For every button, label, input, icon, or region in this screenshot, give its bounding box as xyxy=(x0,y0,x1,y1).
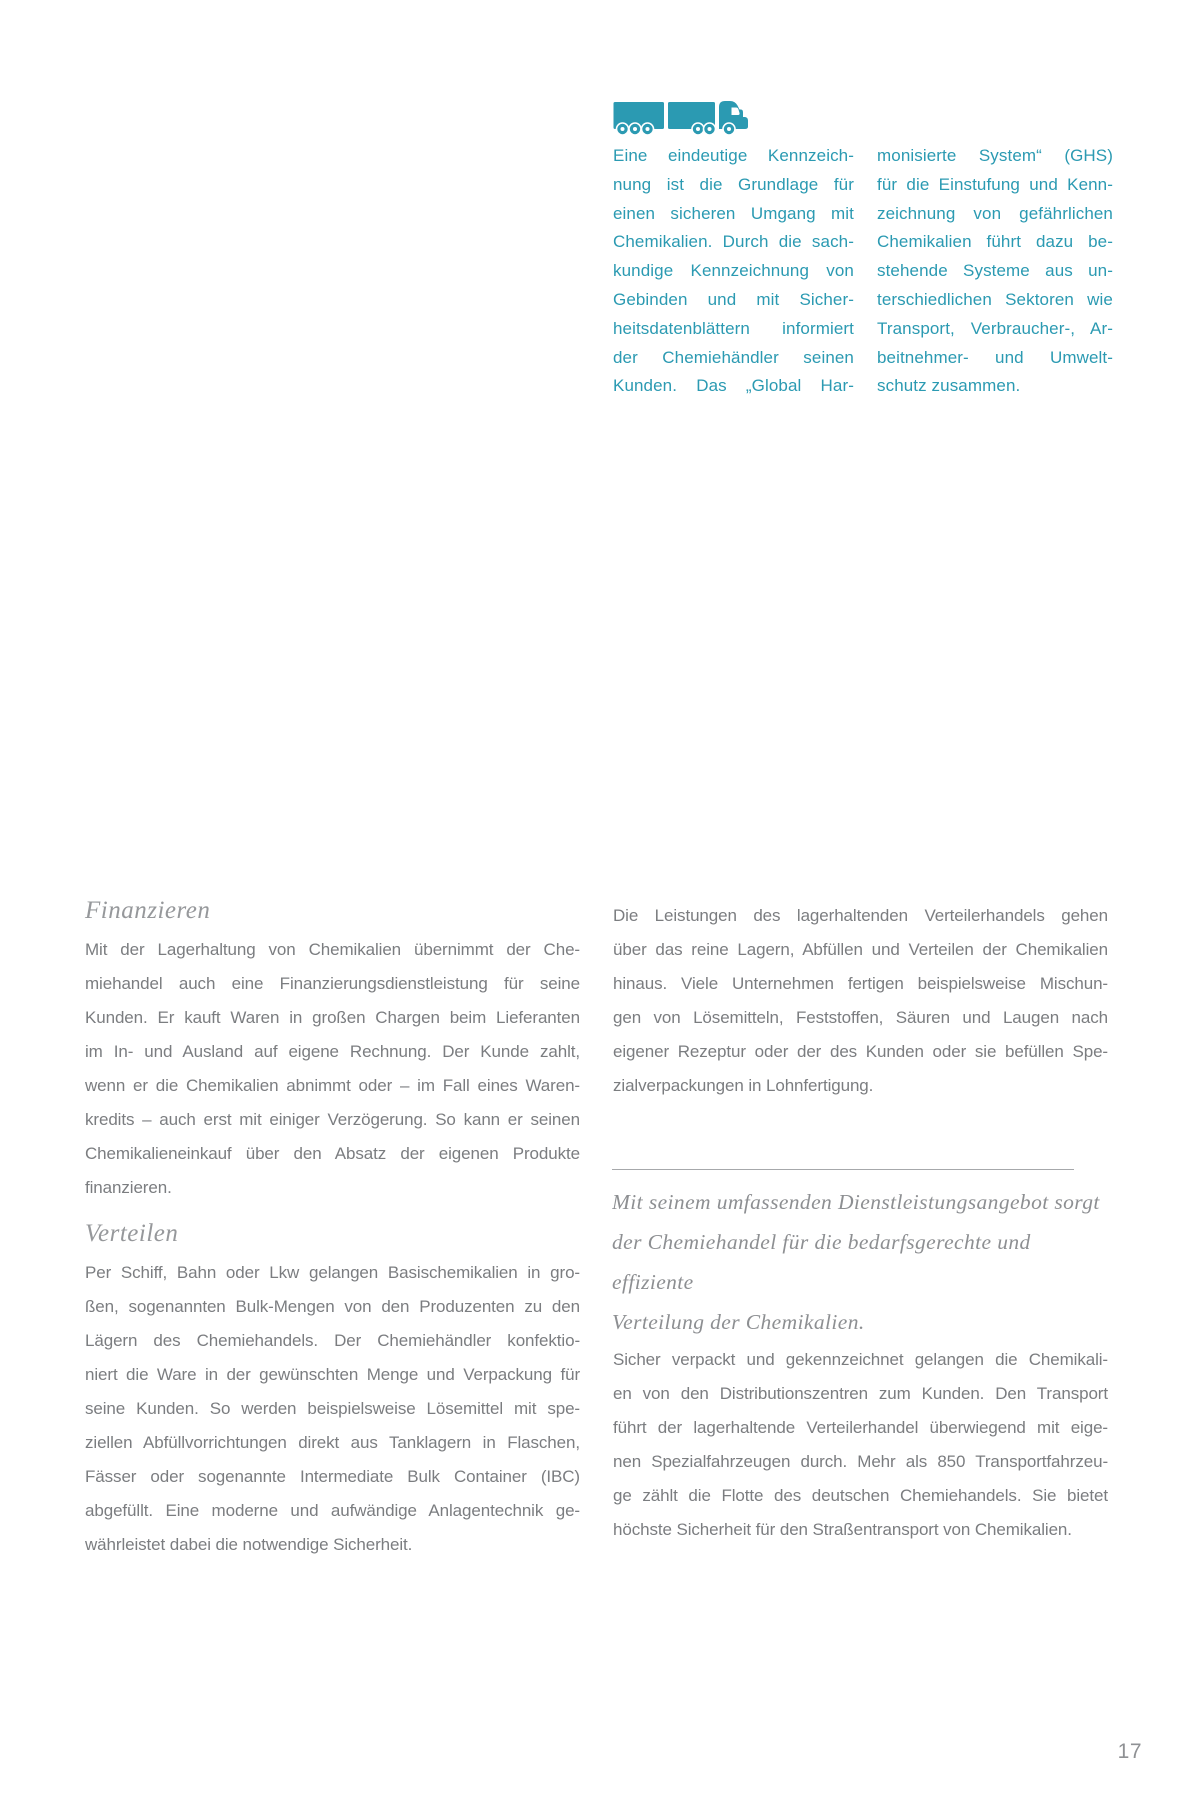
text-line: kredits – auch erst mit einiger Verzögerung. So kann er seinen xyxy=(85,1110,580,1129)
pull-quote xyxy=(612,1182,1114,1342)
paragraph-finanzieren xyxy=(85,933,580,1205)
text-line: Sicher verpackt und gekennzeichnet gelangen die Chemikali- xyxy=(613,1350,1108,1369)
paragraph-verteilen xyxy=(85,1256,580,1562)
page-number: 17 xyxy=(1117,1740,1142,1763)
text-line: miehandel auch eine Finanzierungsdienstleistung für seine xyxy=(85,974,580,993)
text-line: monisierte System“ (GHS) xyxy=(877,146,1113,165)
text-line: Transport, Verbraucher-, Ar- xyxy=(877,318,1113,338)
text-line: Fässer oder sogenannte Intermediate Bulk Container (IBC) xyxy=(85,1467,580,1486)
text-line: ziellen Abfüllvorrichtungen direkt aus Tanklagern in Flaschen, xyxy=(85,1433,580,1452)
intro-column-right xyxy=(877,142,1113,401)
text-line: Lägern des Chemiehandels. Der Chemiehändler konfektio- xyxy=(85,1331,580,1350)
paragraph-services xyxy=(613,899,1108,1103)
text-line: über das reine Lagern, Abfüllen und Verteilen der Chemikalien xyxy=(613,940,1108,959)
heading-verteilen: Verteilen xyxy=(85,1220,179,1247)
text-line: führt der lagerhaltende Verteilerhandel überwiegend mit eige- xyxy=(613,1418,1108,1437)
text-line: Eine eindeutige Kennzeich- xyxy=(613,146,854,165)
text-line: eigener Rezeptur oder der des Kunden oder sie befüllen Spe- xyxy=(613,1042,1108,1061)
text-line: Die Leistungen des lagerhaltenden Verteilerhandels gehen xyxy=(613,906,1108,925)
heading-finanzieren: Finanzieren xyxy=(85,897,211,924)
text-line: nung ist die Grundlage für xyxy=(613,174,854,194)
text-line: schutz zusammen. xyxy=(877,376,1021,396)
text-line: gen von Lösemitteln, Feststoffen, Säuren und Laugen nach xyxy=(613,1008,1108,1027)
text-line: Mit der Lagerhaltung von Chemikalien übernimmt der Che- xyxy=(85,940,580,959)
text-line: währleistet dabei die notwendige Sicherheit. xyxy=(85,1535,413,1554)
text-line: seine Kunden. So werden beispielsweise Lösemittel mit spe- xyxy=(85,1399,580,1418)
text-line: terschiedlichen Sektoren wie xyxy=(877,289,1113,309)
text-line: Per Schiff, Bahn oder Lkw gelangen Basischemikalien in gro- xyxy=(85,1263,580,1282)
text-line: einen sicheren Umgang mit xyxy=(613,203,854,223)
text-line: ßen, sogenannten Bulk-Mengen von den Produzenten zu den xyxy=(85,1297,580,1316)
text-line: der Chemiehandel für die bedarfsgerechte und effiziente xyxy=(612,1230,1031,1294)
text-line: nen Spezialfahrzeugen durch. Mehr als 850 Transportfahrzeu- xyxy=(613,1452,1108,1471)
divider-rule xyxy=(612,1169,1074,1170)
text-line: finanzieren. xyxy=(85,1178,172,1197)
paragraph-transport xyxy=(613,1343,1108,1547)
text-line: beitnehmer- und Umwelt- xyxy=(877,347,1113,367)
text-line: Chemikalien. Durch die sach- xyxy=(613,232,854,252)
text-line: Gebinden und mit Sicher- xyxy=(613,289,854,309)
text-line: Chemikalieneinkauf über den Absatz der eigenen Produkte xyxy=(85,1144,580,1163)
text-line: abgefüllt. Eine moderne und aufwändige Anlagentechnik ge- xyxy=(85,1501,580,1520)
intro-column-left xyxy=(613,142,854,401)
text-line: für die Einstufung und Kenn- xyxy=(877,174,1113,194)
text-line: höchste Sicherheit für den Straßentransport von Chemikalien. xyxy=(613,1520,1072,1539)
text-line: der Chemiehändler seinen xyxy=(613,347,854,367)
text-line: zeichnung von gefährlichen xyxy=(877,203,1113,223)
text-line: wenn er die Chemikalien abnimmt oder – im Fall eines Waren- xyxy=(85,1076,580,1095)
text-line: niert die Ware in der gewünschten Menge und Verpackung für xyxy=(85,1365,580,1384)
text-line: Kunden. Das „Global Har- xyxy=(613,376,854,396)
text-line: en von den Distributionszentren zum Kunden. Den Transport xyxy=(613,1384,1108,1403)
text-line: Kunden. Er kauft Waren in großen Chargen beim Lieferanten xyxy=(85,1008,580,1027)
text-line: kundige Kennzeichnung von xyxy=(613,261,854,281)
text-line: Verteilung der Chemikalien. xyxy=(612,1310,865,1334)
text-line: hinaus. Viele Unternehmen fertigen beispielsweise Mischun- xyxy=(613,974,1108,993)
text-line: Chemikalien führt dazu be- xyxy=(877,232,1113,252)
text-line: ge zählt die Flotte des deutschen Chemiehandels. Sie bietet xyxy=(613,1486,1108,1505)
truck-icon xyxy=(613,97,749,137)
text-line: heitsdatenblättern informiert xyxy=(613,318,854,338)
text-line: im In- und Ausland auf eigene Rechnung. Der Kunde zahlt, xyxy=(85,1042,580,1061)
text-line: stehende Systeme aus un- xyxy=(877,261,1113,281)
text-line: zialverpackungen in Lohnfertigung. xyxy=(613,1076,874,1095)
text-line: Mit seinem umfassenden Dienstleistungsangebot sorgt xyxy=(612,1190,1100,1214)
